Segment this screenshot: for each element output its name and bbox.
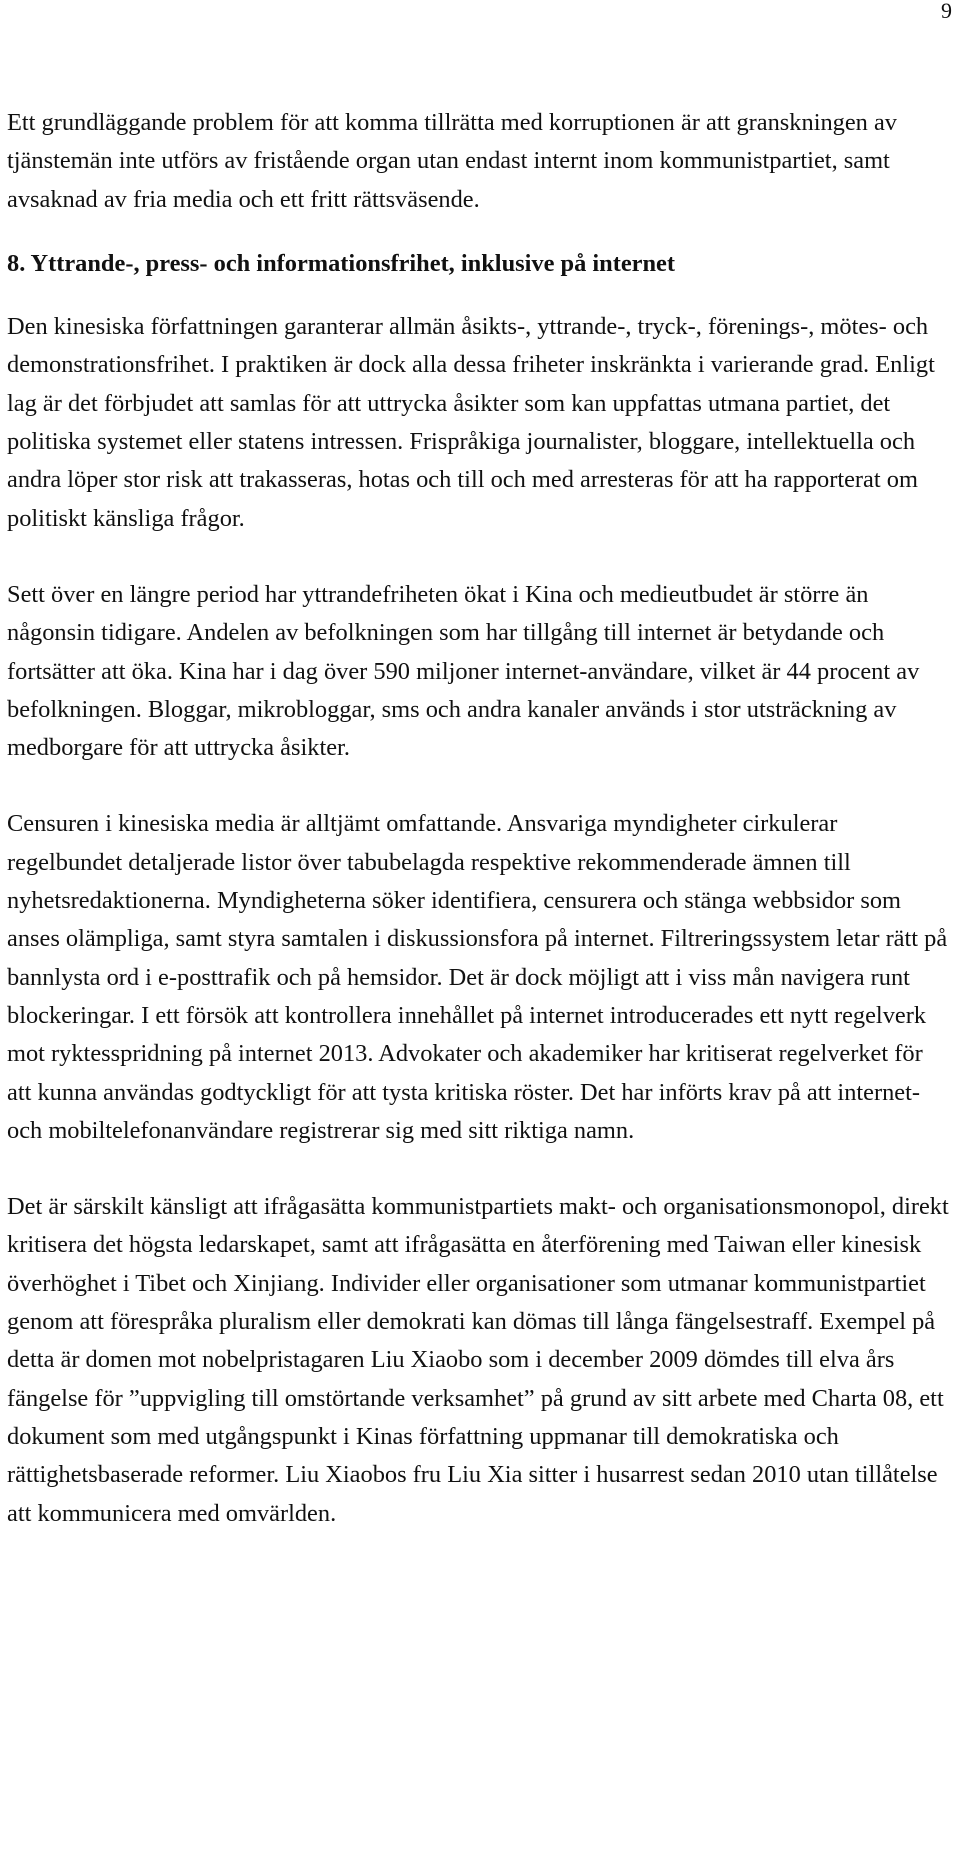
section-paragraph-2: Sett över en längre period har yttrandefriheten ökat i Kina och medieutbudet är större än någonsin tidigare. Andelen av befolkningen som har tillgång till internet är betydande och fortsätter att öka. Kina har i dag över 590 miljoner internet-användare, vilket är 44 procent av befolkningen. Bloggar, mikrobloggar, sms och andra kanaler används i stor utsträckning av medborgare för att uttrycka åsikter. (7, 580, 920, 762)
section-paragraph-4: Det är särskilt känsligt att ifrågasätta kommunistpartiets makt- och organisationsmonopol, direkt kritisera det högsta ledarskapet, samt att ifrågasätta en återförening med Taiwan eller kinesisk överhöghet i Tibet och Xinjiang. Individer eller organisationer som utmanar kommunistpartiet genom att förespråka pluralism eller demokrati kan dömas till långa fängelsestraff. Exempel på detta är domen mot nobelpristagaren Liu Xiaobo som i december 2009 dömdes till elva års fängelse för ”uppvigling till omstörtande verksamhet” på grund av sitt arbete med Charta 08, ett dokument som med utgångspunkt i Kinas författning uppmanar till demokratiska och rättighetsbaserade reformer. Liu Xiaobos fru Liu Xia sitter i husarrest sedan 2010 utan tillåtelse att kommunicera med omvärlden. (7, 1193, 949, 1527)
document-body (7, 104, 952, 1533)
section-paragraph-1: Den kinesiska författningen garanterar allmän åsikts-, yttrande-, tryck-, förenings-, mötes- och demonstrationsfrihet. I praktiken är dock alla dessa friheter inskränkta i varierande grad. Enligt lag är det förbjudet att samlas för att uttrycka åsikter som kan uppfattas utmana partiet, det politiska systemet eller statens intressen. Frispråkiga journalister, bloggare, intellektuella och andra löper stor risk att trakasseras, hotas och till och med arresteras för att ha rapporterat om politiskt känsliga frågor. (7, 313, 935, 532)
page-number: 9 (941, 0, 952, 23)
section-paragraph-3: Censuren i kinesiska media är alltjämt omfattande. Ansvariga myndigheter cirkulerar regelbundet detaljerade listor över tabubelagda respektive rekommenderade ämnen till nyhetsredaktionerna. Myndigheterna söker identifiera, censurera och stänga webbsidor som anses olämpliga, samt styra samtalen i diskussionsfora på internet. Filtreringssystem letar rätt på bannlysta ord i e-posttrafik och på hemsidor. Det är dock möjligt att i viss mån navigera runt blockeringar. I ett försök att kontrollera innehållet på internet introducerades ett nytt regelverk mot ryktesspridning på internet 2013. Advokater och akademiker har kritiserat regelverket för att kunna användas godtyckligt för att tysta kritiska röster. Det har införts krav på att internet- och mobiltelefonanvändare registrerar sig med sitt riktiga namn. (7, 810, 948, 1144)
intro-paragraph: Ett grundläggande problem för att komma tillrätta med korruptionen är att granskningen av tjänstemän inte utförs av fristående organ utan endast internt inom kommunistpartiet, samt avsaknad av fria media och ett fritt rättsväsende. (7, 109, 897, 213)
section-heading: 8. Yttrande-, press- och informationsfrihet, inklusive på internet (7, 249, 676, 277)
